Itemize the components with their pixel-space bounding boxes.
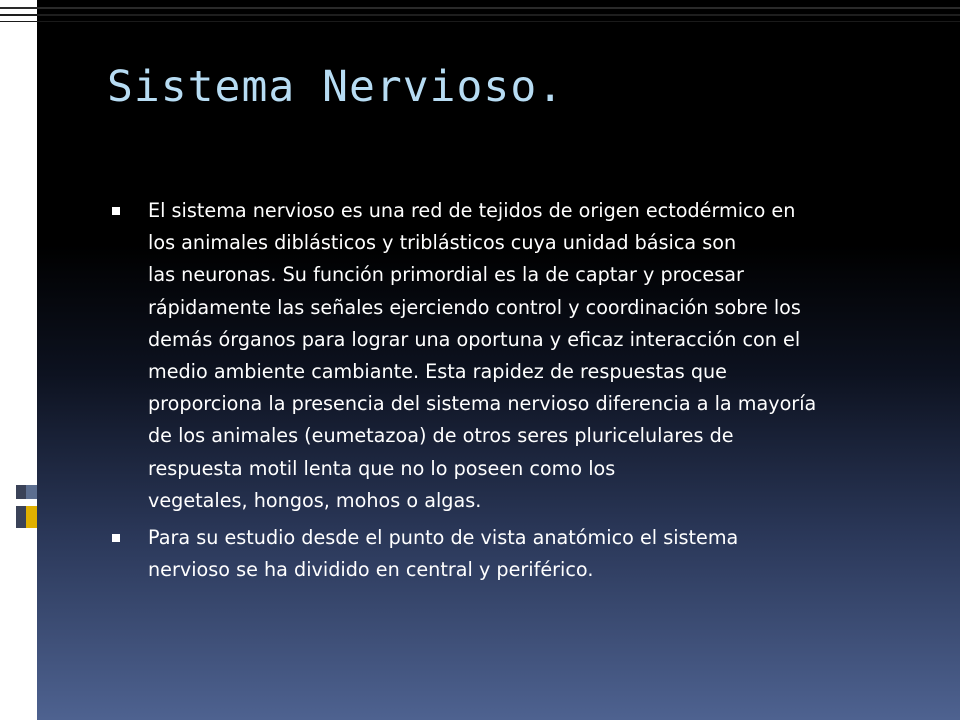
square-bullet-icon	[112, 534, 120, 542]
frame-line	[0, 7, 960, 9]
accent-block-gold	[26, 506, 37, 528]
text-line: medio ambiente cambiante. Esta rapidez de respuestas que	[148, 360, 727, 384]
bullet-item	[110, 522, 910, 586]
accent-block-slate	[26, 485, 37, 499]
content-body	[110, 195, 910, 591]
text-line: respuesta motil lenta que no lo poseen como los	[148, 456, 616, 480]
text-line: proporciona la presencia del sistema nervioso diferencia a la mayoría	[148, 392, 817, 416]
text-line: vegetales, hongos, mohos o algas.	[148, 488, 482, 512]
frame-line	[0, 21, 960, 22]
bullet-item	[110, 195, 910, 517]
page-title: Sistema Nervioso.	[107, 62, 565, 112]
square-bullet-icon	[112, 207, 120, 215]
text-line: las neuronas. Su función primordial es la de captar y procesar	[148, 263, 744, 287]
text-line: El sistema nervioso es una red de tejidos de origen ectodérmico en	[148, 199, 796, 222]
left-accent-bar	[0, 0, 37, 720]
frame-line	[0, 14, 960, 16]
text-line: de los animales (eumetazoa) de otros seres pluricelulares de	[148, 424, 734, 448]
text-line: rápidamente las señales ejerciendo control y coordinación sobre los	[148, 295, 801, 319]
text-line: demás órganos para lograr una oportuna y eficaz interacción con el	[148, 327, 801, 351]
text-line: los animales diblásticos y triblásticos cuya unidad básica son	[148, 231, 737, 255]
text-line: Para su estudio desde el punto de vista anatómico el sistema	[148, 526, 739, 550]
text-line: nervioso se ha dividido en central y periférico.	[148, 558, 594, 582]
accent-block-slate	[16, 506, 26, 528]
